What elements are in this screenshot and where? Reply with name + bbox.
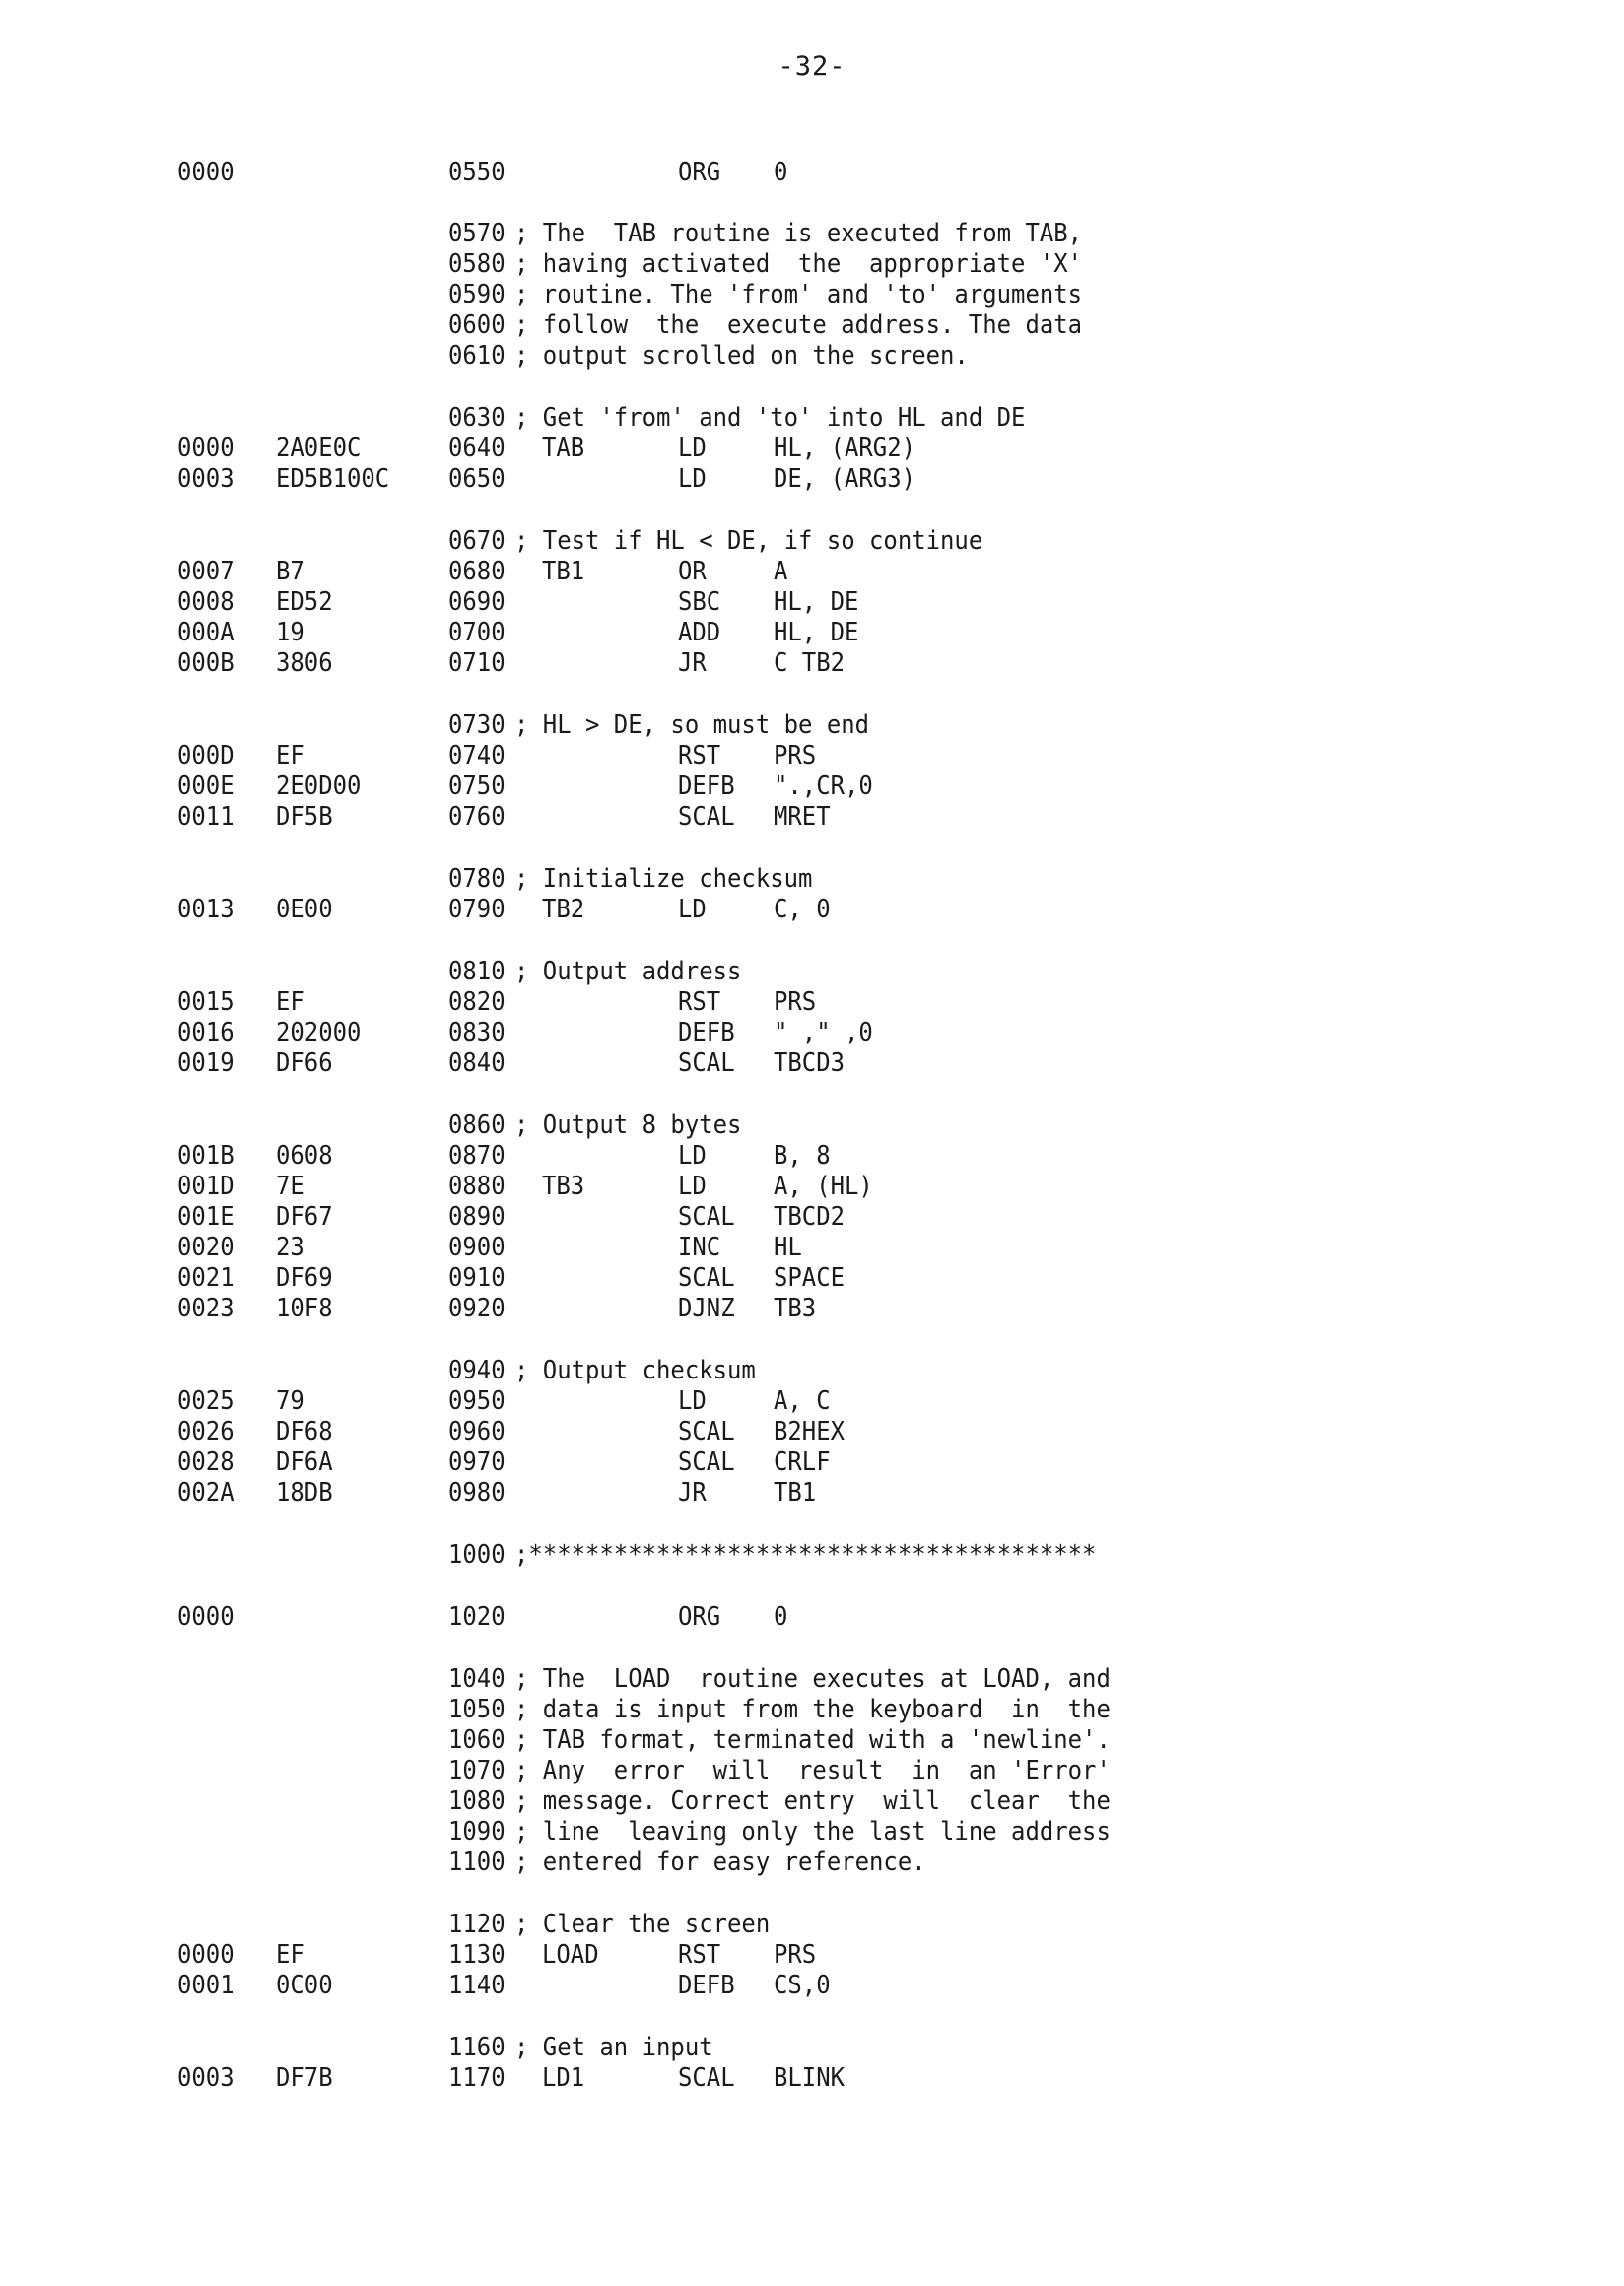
comment-line xyxy=(0,1786,1624,1817)
line-number: 1070 xyxy=(448,1756,506,1785)
operand: TBCD3 xyxy=(774,1048,846,1078)
comment-text: ; Output 8 bytes xyxy=(514,1110,742,1140)
operand: B2HEX xyxy=(774,1417,846,1446)
line-number: 1160 xyxy=(448,2033,506,2062)
address: 001B xyxy=(177,1141,235,1171)
line-number: 0790 xyxy=(448,895,506,924)
opcode: DEFB xyxy=(678,772,735,801)
label: TAB xyxy=(542,434,585,463)
operand: SPACE xyxy=(774,1263,846,1293)
operand: ".,CR,0 xyxy=(774,772,873,801)
line-number: 1050 xyxy=(448,1695,506,1724)
object-code: ED5B100C xyxy=(276,464,390,494)
comment-text: ; Output address xyxy=(514,957,742,986)
code-line xyxy=(0,1447,1624,1478)
line-number: 0980 xyxy=(448,1478,506,1508)
object-code: DF68 xyxy=(276,1417,333,1446)
comment-line xyxy=(0,1756,1624,1786)
code-line xyxy=(0,1141,1624,1172)
opcode: DEFB xyxy=(678,1971,735,2000)
line-number: 0610 xyxy=(448,341,506,370)
line-number: 1120 xyxy=(448,1910,506,1939)
address: 001D xyxy=(177,1172,235,1201)
object-code: DF6A xyxy=(276,1447,333,1477)
label: TB2 xyxy=(542,895,585,924)
line-number: 0740 xyxy=(448,741,506,771)
address: 0000 xyxy=(177,434,235,463)
line-number: 0690 xyxy=(448,587,506,617)
address: 000E xyxy=(177,772,235,801)
operand: PRS xyxy=(774,741,817,771)
code-line xyxy=(0,1602,1624,1633)
object-code: B7 xyxy=(276,557,304,586)
opcode: JR xyxy=(678,648,707,678)
object-code: DF66 xyxy=(276,1048,333,1078)
object-code: 3806 xyxy=(276,648,333,678)
opcode: DEFB xyxy=(678,1018,735,1047)
code-line xyxy=(0,1172,1624,1202)
line-number: 1100 xyxy=(448,1848,506,1877)
code-line xyxy=(0,772,1624,802)
opcode: OR xyxy=(678,557,707,586)
comment-line xyxy=(0,1817,1624,1848)
comment-line xyxy=(0,526,1624,557)
comment-line xyxy=(0,1910,1624,1940)
object-code: 2E0D00 xyxy=(276,772,362,801)
object-code: 23 xyxy=(276,1233,304,1262)
code-line xyxy=(0,587,1624,618)
comment-line xyxy=(0,1540,1624,1571)
comment-text: ; line leaving only the last line address xyxy=(514,1817,1111,1847)
line-number: 0760 xyxy=(448,802,506,832)
operand: TBCD2 xyxy=(774,1202,846,1232)
operand: CS,0 xyxy=(774,1971,831,2000)
line-number: 1020 xyxy=(448,1602,506,1632)
operand: 0 xyxy=(774,1602,788,1632)
opcode: JR xyxy=(678,1478,707,1508)
operand: BLINK xyxy=(774,2063,846,2093)
line-number: 0920 xyxy=(448,1294,506,1323)
line-number: 0630 xyxy=(448,403,506,433)
operand: HL, DE xyxy=(774,618,859,647)
address: 0019 xyxy=(177,1048,235,1078)
address: 0025 xyxy=(177,1386,235,1416)
code-line xyxy=(0,434,1624,464)
address: 0028 xyxy=(177,1447,235,1477)
address: 0026 xyxy=(177,1417,235,1446)
opcode: SCAL xyxy=(678,802,735,832)
opcode: SCAL xyxy=(678,1048,735,1078)
address: 0003 xyxy=(177,2063,235,2093)
address: 0000 xyxy=(177,1602,235,1632)
label: TB3 xyxy=(542,1172,585,1201)
opcode: LD xyxy=(678,895,707,924)
opcode: LD xyxy=(678,434,707,463)
code-line xyxy=(0,802,1624,833)
comment-text: ; The TAB routine is executed from TAB, xyxy=(514,219,1083,248)
comment-line xyxy=(0,2033,1624,2063)
line-number: 0590 xyxy=(448,280,506,309)
line-number: 0550 xyxy=(448,158,506,187)
operand: MRET xyxy=(774,802,831,832)
comment-text: ; Initialize checksum xyxy=(514,864,813,894)
comment-text: ;**************************************** xyxy=(514,1540,1097,1570)
opcode: ORG xyxy=(678,1602,721,1632)
operand: PRS xyxy=(774,1940,817,1970)
object-code: DF5B xyxy=(276,802,333,832)
comment-line xyxy=(0,957,1624,987)
address: 0013 xyxy=(177,895,235,924)
line-number: 1080 xyxy=(448,1786,506,1816)
opcode: SCAL xyxy=(678,1447,735,1477)
line-number: 1140 xyxy=(448,1971,506,2000)
operand: HL, (ARG2) xyxy=(774,434,916,463)
comment-text: ; routine. The 'from' and 'to' arguments xyxy=(514,280,1083,309)
opcode: SCAL xyxy=(678,1202,735,1232)
comment-line xyxy=(0,280,1624,310)
line-number: 0870 xyxy=(448,1141,506,1171)
object-code: EF xyxy=(276,1940,304,1970)
object-code: 7E xyxy=(276,1172,304,1201)
opcode: ADD xyxy=(678,618,721,647)
address: 002A xyxy=(177,1478,235,1508)
code-line xyxy=(0,1048,1624,1079)
line-number: 0910 xyxy=(448,1263,506,1293)
code-line xyxy=(0,464,1624,495)
line-number: 0780 xyxy=(448,864,506,894)
line-number: 0840 xyxy=(448,1048,506,1078)
comment-line xyxy=(0,249,1624,280)
operand: HL xyxy=(774,1233,802,1262)
comment-line xyxy=(0,1695,1624,1725)
line-number: 0830 xyxy=(448,1018,506,1047)
opcode: LD xyxy=(678,1141,707,1171)
comment-text: ; HL > DE, so must be end xyxy=(514,710,870,740)
operand: TB3 xyxy=(774,1294,817,1323)
page-number: -32- xyxy=(778,51,846,82)
comment-text: ; Output checksum xyxy=(514,1356,756,1385)
operand: A, (HL) xyxy=(774,1172,873,1201)
address: 000A xyxy=(177,618,235,647)
code-line xyxy=(0,1478,1624,1509)
line-number: 0640 xyxy=(448,434,506,463)
label: LOAD xyxy=(542,1940,599,1970)
code-line xyxy=(0,1386,1624,1417)
line-number: 0670 xyxy=(448,526,506,556)
object-code: 2A0E0C xyxy=(276,434,362,463)
code-line xyxy=(0,557,1624,587)
comment-line xyxy=(0,219,1624,249)
line-number: 0700 xyxy=(448,618,506,647)
operand: CRLF xyxy=(774,1447,831,1477)
address: 0023 xyxy=(177,1294,235,1323)
address: 0021 xyxy=(177,1263,235,1293)
address: 0015 xyxy=(177,987,235,1017)
comment-line xyxy=(0,341,1624,371)
object-code: ED52 xyxy=(276,587,333,617)
comment-text: ; Test if HL < DE, if so continue xyxy=(514,526,983,556)
code-line xyxy=(0,1233,1624,1263)
address: 0001 xyxy=(177,1971,235,2000)
line-number: 0950 xyxy=(448,1386,506,1416)
operand: DE, (ARG3) xyxy=(774,464,916,494)
comment-line xyxy=(0,310,1624,341)
opcode: LD xyxy=(678,1386,707,1416)
comment-line xyxy=(0,710,1624,741)
opcode: LD xyxy=(678,464,707,494)
line-number: 0580 xyxy=(448,249,506,279)
line-number: 0940 xyxy=(448,1356,506,1385)
line-number: 0750 xyxy=(448,772,506,801)
comment-line xyxy=(0,1110,1624,1141)
address: 0016 xyxy=(177,1018,235,1047)
code-line xyxy=(0,895,1624,925)
code-line xyxy=(0,741,1624,772)
operand: B, 8 xyxy=(774,1141,831,1171)
object-code: 0C00 xyxy=(276,1971,333,2000)
line-number: 1060 xyxy=(448,1725,506,1755)
line-number: 0890 xyxy=(448,1202,506,1232)
comment-text: ; Get 'from' and 'to' into HL and DE xyxy=(514,403,1026,433)
object-code: 10F8 xyxy=(276,1294,333,1323)
opcode: SCAL xyxy=(678,2063,735,2093)
comment-text: ; data is input from the keyboard in the xyxy=(514,1695,1111,1724)
comment-text: ; Get an input xyxy=(514,2033,713,2062)
address: 0007 xyxy=(177,557,235,586)
code-line xyxy=(0,1202,1624,1233)
code-line xyxy=(0,1417,1624,1447)
operand: TB1 xyxy=(774,1478,817,1508)
object-code: DF69 xyxy=(276,1263,333,1293)
opcode: LD xyxy=(678,1172,707,1201)
opcode: RST xyxy=(678,1940,721,1970)
object-code: EF xyxy=(276,741,304,771)
comment-line xyxy=(0,1356,1624,1386)
line-number: 0570 xyxy=(448,219,506,248)
operand: C, 0 xyxy=(774,895,831,924)
opcode: ORG xyxy=(678,158,721,187)
comment-line xyxy=(0,864,1624,895)
operand: " ," ,0 xyxy=(774,1018,873,1047)
line-number: 1130 xyxy=(448,1940,506,1970)
code-line xyxy=(0,618,1624,648)
object-code: DF67 xyxy=(276,1202,333,1232)
line-number: 1090 xyxy=(448,1817,506,1847)
comment-text: ; Any error will result in an 'Error' xyxy=(514,1756,1111,1785)
line-number: 0600 xyxy=(448,310,506,340)
operand: 0 xyxy=(774,158,788,187)
line-number: 1170 xyxy=(448,2063,506,2093)
code-line xyxy=(0,1971,1624,2001)
comment-line xyxy=(0,1848,1624,1878)
opcode: SCAL xyxy=(678,1417,735,1446)
comment-line xyxy=(0,1725,1624,1756)
object-code: 0E00 xyxy=(276,895,333,924)
object-code: EF xyxy=(276,987,304,1017)
line-number: 0820 xyxy=(448,987,506,1017)
line-number: 0960 xyxy=(448,1417,506,1446)
address: 000D xyxy=(177,741,235,771)
opcode: RST xyxy=(678,741,721,771)
code-line xyxy=(0,648,1624,679)
address: 0008 xyxy=(177,587,235,617)
operand: A, C xyxy=(774,1386,831,1416)
opcode: SCAL xyxy=(678,1263,735,1293)
comment-text: ; The LOAD routine executes at LOAD, and xyxy=(514,1664,1111,1694)
object-code: 0608 xyxy=(276,1141,333,1171)
opcode: SBC xyxy=(678,587,721,617)
line-number: 0730 xyxy=(448,710,506,740)
object-code: 19 xyxy=(276,618,304,647)
address: 001E xyxy=(177,1202,235,1232)
line-number: 1000 xyxy=(448,1540,506,1570)
object-code: DF7B xyxy=(276,2063,333,2093)
line-number: 0810 xyxy=(448,957,506,986)
comment-text: ; message. Correct entry will clear the xyxy=(514,1786,1111,1816)
address: 0020 xyxy=(177,1233,235,1262)
address: 0000 xyxy=(177,1940,235,1970)
code-line xyxy=(0,158,1624,188)
line-number: 0650 xyxy=(448,464,506,494)
comment-text: ; having activated the appropriate 'X' xyxy=(514,249,1083,279)
comment-line xyxy=(0,403,1624,434)
object-code: 18DB xyxy=(276,1478,333,1508)
operand: HL, DE xyxy=(774,587,859,617)
comment-text: ; entered for easy reference. xyxy=(514,1848,926,1877)
comment-text: ; TAB format, terminated with a 'newline'. xyxy=(514,1725,1111,1755)
code-line xyxy=(0,1940,1624,1971)
address: 0011 xyxy=(177,802,235,832)
label: LD1 xyxy=(542,2063,585,2093)
label: TB1 xyxy=(542,557,585,586)
line-number: 1040 xyxy=(448,1664,506,1694)
object-code: 79 xyxy=(276,1386,304,1416)
line-number: 0680 xyxy=(448,557,506,586)
line-number: 0970 xyxy=(448,1447,506,1477)
code-line xyxy=(0,2063,1624,2094)
code-line xyxy=(0,987,1624,1018)
address: 0000 xyxy=(177,158,235,187)
line-number: 0860 xyxy=(448,1110,506,1140)
operand: C TB2 xyxy=(774,648,846,678)
comment-line xyxy=(0,1664,1624,1695)
operand: PRS xyxy=(774,987,817,1017)
opcode: INC xyxy=(678,1233,721,1262)
object-code: 202000 xyxy=(276,1018,362,1047)
line-number: 0880 xyxy=(448,1172,506,1201)
opcode: DJNZ xyxy=(678,1294,735,1323)
code-line xyxy=(0,1294,1624,1324)
line-number: 0900 xyxy=(448,1233,506,1262)
comment-text: ; Clear the screen xyxy=(514,1910,771,1939)
opcode: RST xyxy=(678,987,721,1017)
code-line xyxy=(0,1018,1624,1048)
code-line xyxy=(0,1263,1624,1294)
comment-text: ; output scrolled on the screen. xyxy=(514,341,969,370)
comment-text: ; follow the execute address. The data xyxy=(514,310,1083,340)
operand: A xyxy=(774,557,788,586)
address: 000B xyxy=(177,648,235,678)
address: 0003 xyxy=(177,464,235,494)
line-number: 0710 xyxy=(448,648,506,678)
